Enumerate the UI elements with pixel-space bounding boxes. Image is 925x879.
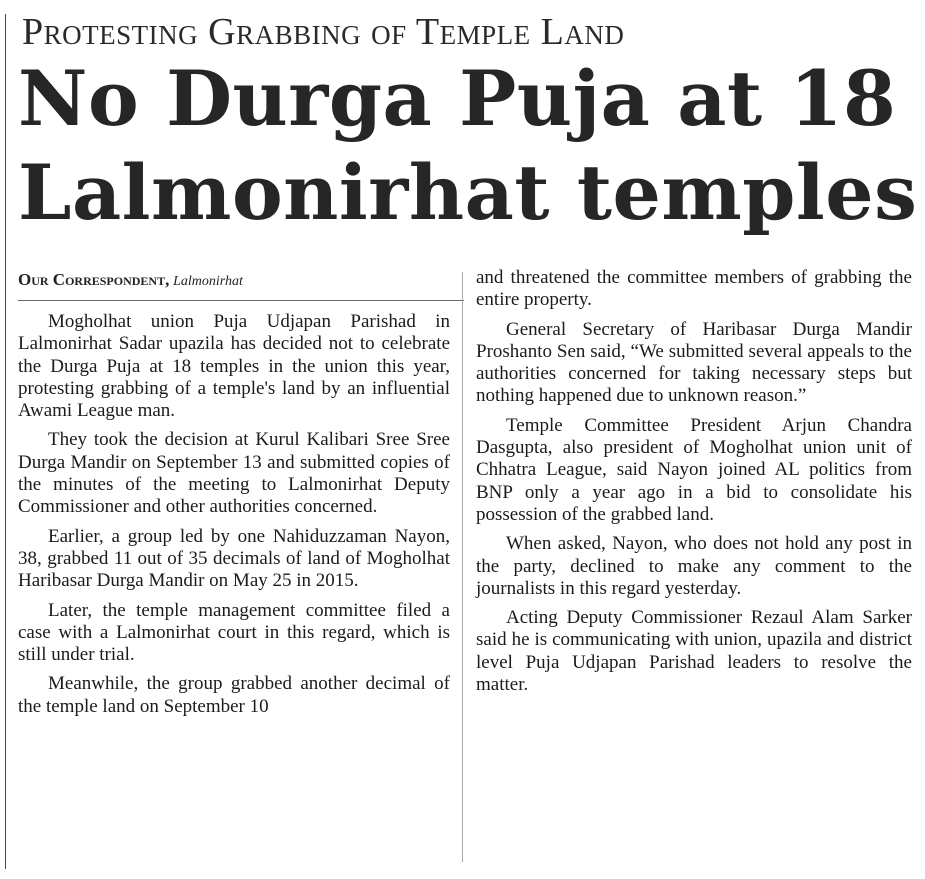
paragraph: Acting Deputy Commissioner Rezaul Alam Sarker said he is communicating with union, upazila and district level Puja Udjapan Parishad leaders to resolve the matter. (476, 607, 912, 696)
paragraph: When asked, Nayon, who does not hold any post in the party, declined to make any comment to the journalists in this regard yesterday. (476, 533, 912, 599)
paragraph: Later, the temple management committee filed a case with a Lalmonirhat court in this regard, which is still under trial. (18, 599, 450, 666)
paragraph: Earlier, a group led by one Nahiduzzaman Nayon, 38, grabbed 11 out of 35 decimals of land of Mogholhat Haribasar Durga Mandir on May 25 in 2015. (18, 525, 450, 592)
byline-divider (18, 300, 464, 301)
article-column-right (476, 267, 912, 703)
byline-location: Lalmonirhat (173, 274, 243, 289)
column-divider (462, 272, 463, 862)
paragraph: Mogholhat union Puja Udjapan Parishad in Lalmonirhat Sadar upazila has decided not to celebrate the Durga Puja at 18 temples in the union this year, protesting grabbing of a temple's land by an influential Awami League man. (18, 311, 450, 422)
page-left-rule (5, 14, 6, 869)
byline (18, 269, 458, 293)
paragraph: General Secretary of Haribasar Durga Mandir Proshanto Sen said, “We submitted several appeals to the authorities concerned for taking necessary steps but nothing happened due to unknown reason.” (476, 318, 912, 407)
kicker-headline: Protesting Grabbing of Temple Land (22, 11, 625, 53)
byline-correspondent: Our Correspondent, (18, 270, 170, 289)
paragraph: Temple Committee President Arjun Chandra Dasgupta, also president of Mogholhat union unit of Chhatra League, said Nayon joined AL politics from BNP only a year ago in a bid to consolidate his possession of the grabbed land. (476, 414, 912, 525)
paragraph: They took the decision at Kurul Kalibari Sree Sree Durga Mandir on September 13 and submitted copies of the minutes of the meeting to Lalmonirhat Deputy Commissioner and other authorities concerned. (18, 429, 450, 518)
article-column-left (18, 311, 450, 725)
headline-line-2: Lalmonirhat temples (18, 148, 918, 237)
main-headline (18, 52, 918, 240)
paragraph: and threatened the committee members of grabbing the entire property. (476, 267, 912, 311)
headline-line-1: No Durga Puja at 18 (18, 54, 897, 143)
paragraph: Meanwhile, the group grabbed another decimal of the temple land on September 10 (18, 673, 450, 717)
